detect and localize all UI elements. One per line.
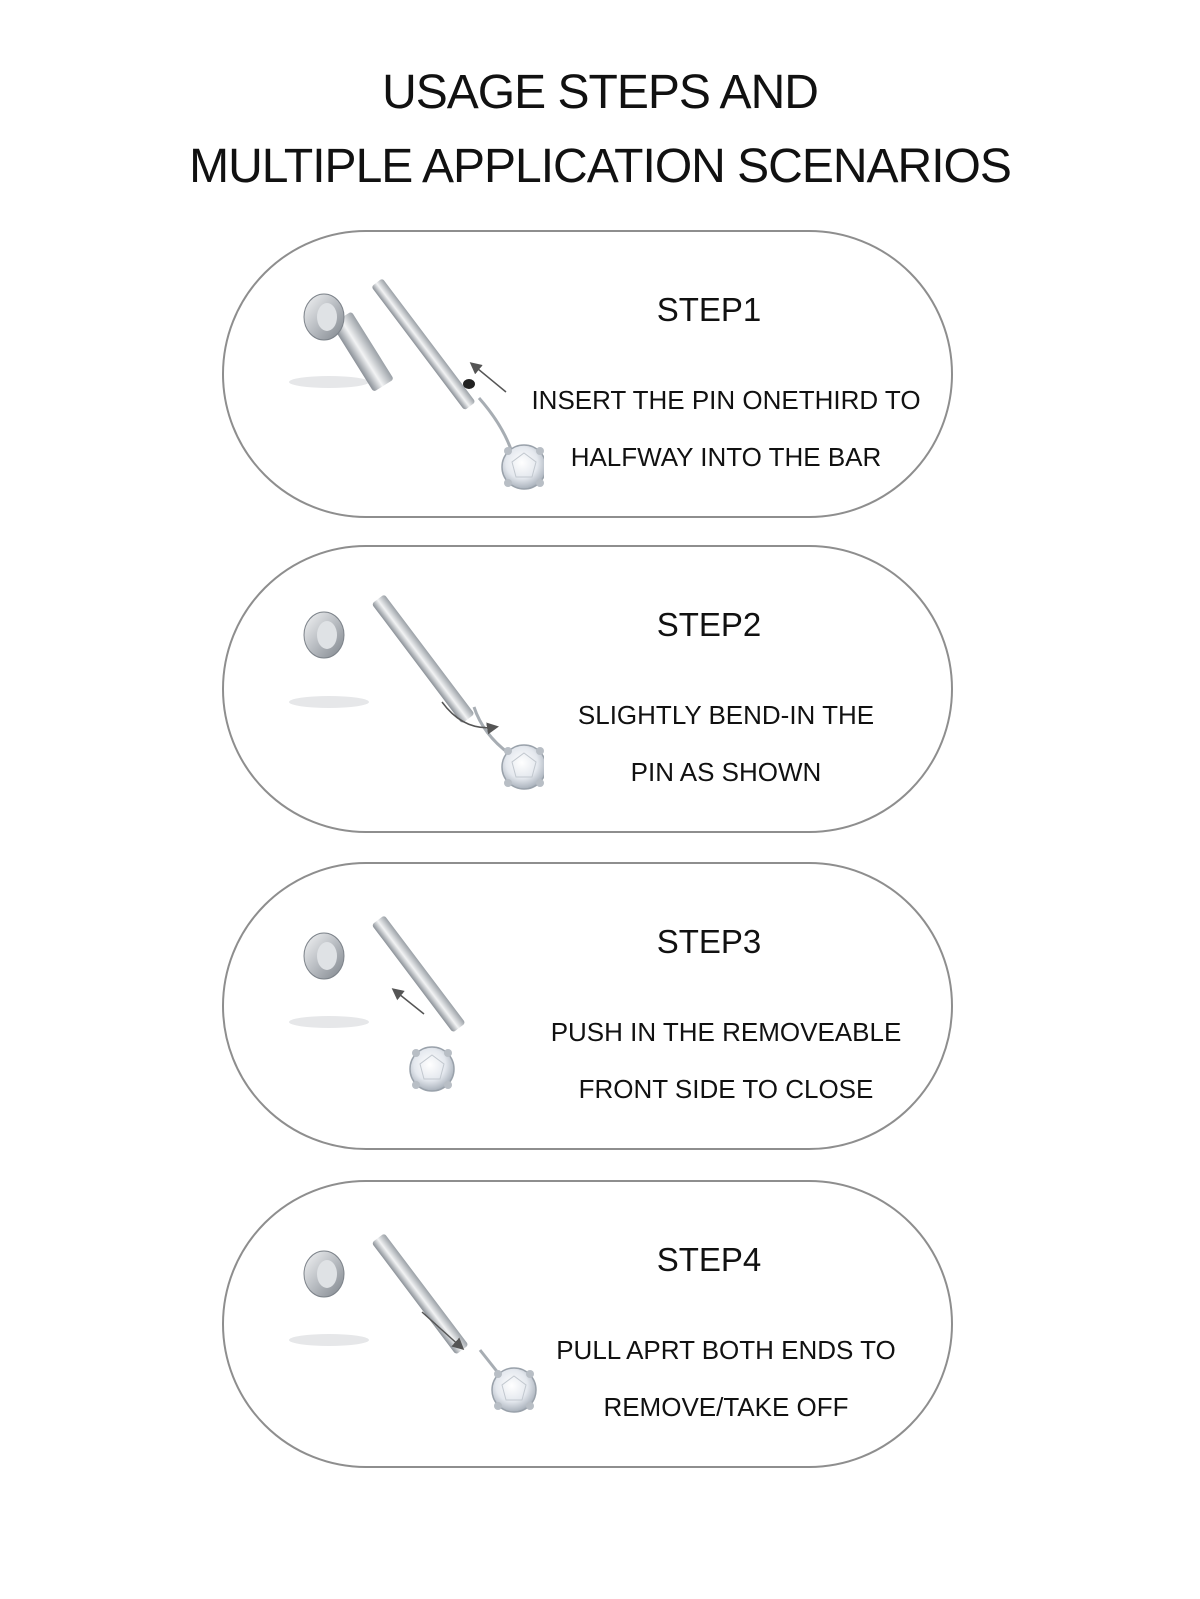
step-3-line-1: PUSH IN THE REMOVEABLE <box>550 1017 902 1047</box>
step-1-description <box>506 372 946 486</box>
step-2-title: STEP2 <box>656 606 762 643</box>
page-title <box>0 56 1200 204</box>
step-2-line-1: SLIGHTLY BEND-IN THE <box>577 700 875 730</box>
title-line-2: MULTIPLE APPLICATION SCENARIOS <box>189 140 1011 193</box>
step-3-description <box>506 1004 946 1118</box>
step-card-2 <box>222 545 953 833</box>
step-4-description <box>506 1322 946 1436</box>
step-2-line-2: PIN AS SHOWN <box>630 757 822 787</box>
step-2-description <box>506 687 946 801</box>
labret-pull-apart-illustration <box>284 1222 544 1442</box>
labret-push-close-illustration <box>284 904 544 1124</box>
title-line-1: USAGE STEPS AND <box>382 66 818 119</box>
step-3-line-2: FRONT SIDE TO CLOSE <box>578 1074 874 1104</box>
labret-pin-insert-illustration <box>284 272 544 492</box>
step-4-title: STEP4 <box>656 1241 762 1278</box>
step-4-line-2: REMOVE/TAKE OFF <box>603 1392 849 1422</box>
step-3-title: STEP3 <box>656 923 762 960</box>
labret-pin-bend-illustration <box>284 587 544 807</box>
step-4-line-1: PULL APRT BOTH ENDS TO <box>556 1335 896 1365</box>
step-1-line-2: HALFWAY INTO THE BAR <box>570 442 882 472</box>
step-card-3 <box>222 862 953 1150</box>
step-1-line-1: INSERT THE PIN ONETHIRD TO <box>531 385 921 415</box>
step-card-4 <box>222 1180 953 1468</box>
step-card-1 <box>222 230 953 518</box>
step-1-title: STEP1 <box>656 291 762 328</box>
